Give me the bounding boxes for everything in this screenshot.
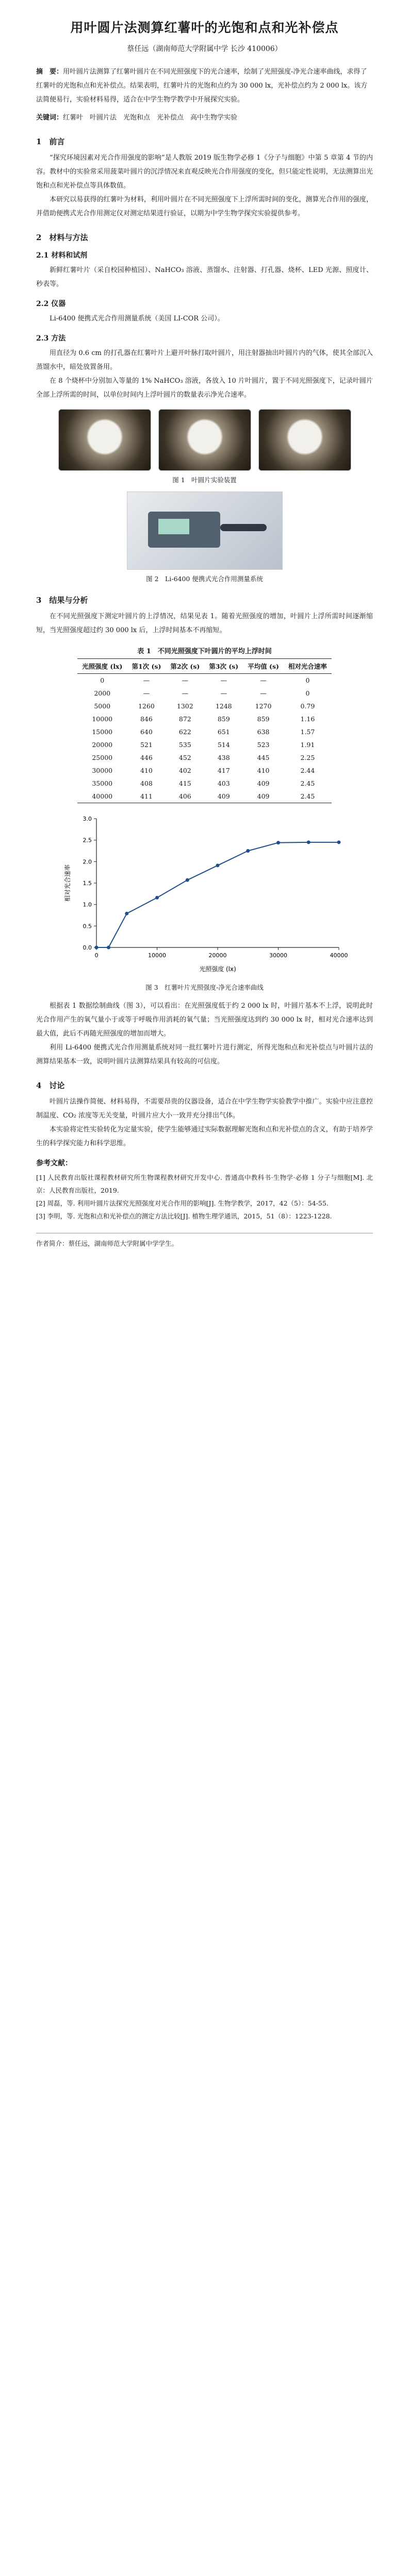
table-cell: 859	[257, 715, 270, 723]
table-cell: 2.44	[300, 767, 315, 774]
references	[36, 1158, 373, 1223]
data-point	[107, 946, 110, 950]
table-cell: 1270	[255, 702, 272, 710]
table-cell: 0	[305, 689, 310, 697]
paragraph: 本研究以易获得的红薯叶为材料，利用叶圆片在不同光照强度下上浮所需时间的变化，测算光合作用的强度，并借助便携式光合作用测定仪对测定结果进行验证，以期为中学生物学探究实验提供参考。	[36, 196, 373, 217]
y-tick-label: 1.0	[83, 901, 92, 908]
table-cell: —	[220, 676, 227, 684]
light-response-chart	[60, 808, 349, 978]
subsection-heading: 2.1 材料和试剂	[36, 251, 88, 260]
paragraph: 用直径为 0.6 cm 的打孔器在红薯叶片上避开叶脉打取叶圆片，用注射器抽出叶圆片内的气体，使其全部沉入蒸馏水中，暗处放置备用。	[36, 349, 373, 371]
abstract	[36, 65, 373, 107]
data-point	[185, 878, 189, 882]
table-cell: 409	[257, 792, 270, 800]
reference-item: [1] 人民教育出版社课程教材研究所生物课程教材研究开发中心. 普通高中教科书·生物学·必修 1 分子与细胞[M]. 北京：人民教育出版社，2019.	[36, 1174, 373, 1194]
table-cell: 846	[140, 715, 153, 723]
section-3-heading: 3 结果与分析	[36, 596, 88, 605]
data-point	[216, 863, 219, 867]
keywords-label: 关键词：	[36, 114, 63, 122]
paper-title: 用叶圆片法测算红薯叶的光饱和点和光补偿点	[70, 20, 339, 35]
table-cell: 859	[217, 715, 230, 723]
table-cell: 535	[178, 741, 191, 749]
author-bio: 作者简介：蔡任远，湖南师范大学附属中学学生。	[36, 1233, 373, 1250]
paragraph: Li-6400 便携式光合作用测量系统（美国 LI-COR 公司）。	[50, 315, 224, 323]
table-cell: 1302	[176, 702, 193, 710]
section-4-heading: 4 讨论	[36, 1081, 65, 1090]
paragraph: 利用 Li-6400 便携式光合作用测量系统对同一批红薯叶片进行测定，所得光饱和点和光补偿点与叶圆片法的测算结果基本一致，说明叶圆片法测算结果具有较高的可信度。	[36, 1044, 373, 1065]
table-cell: —	[260, 676, 267, 684]
paragraph: 根据表 1 数据绘制曲线（图 3），可以看出：在光照强度低于约 2 000 lx 时，叶圆片基本不上浮，说明此时光合作用产生的氧气量小于或等于呼吸作用消耗的氧气量；当光照强度达到约 30 000 lx 时，相对光合速率达到最大值，此后不再随光照强度的增加而增大。	[36, 1002, 373, 1038]
table-header: 平均值 (s)	[248, 663, 279, 670]
x-tick-label: 40000	[330, 952, 348, 959]
results-table	[77, 658, 332, 803]
paragraph: “探究环境因素对光合作用强度的影响”是人教版 2019 版生物学必修 1《分子与细胞》中第 5 章第 4 节的内容。教材中的实验常采用菠菜叶圆片的沉浮情况来直观反映光合作用强度的变化，但只能定性说明，无法测算出光饱和点和光补偿点等具体数值。	[36, 154, 373, 190]
table-cell: 408	[140, 779, 153, 787]
paragraph: 在不同光照强度下测定叶圆片的上浮情况，结果见表 1。随着光照强度的增加，叶圆片上浮所需时间逐渐缩短，当光照强度超过约 30 000 lx 后，上浮时间基本不再缩短。	[36, 613, 373, 634]
paragraph: 本实验将定性实验转化为定量实验，使学生能够通过实际数据理解光饱和点和光补偿点的含义，有助于培养学生的科学探究能力和科学思维。	[36, 1126, 373, 1147]
table-cell: —	[220, 689, 227, 697]
y-tick-label: 0.0	[83, 944, 92, 951]
y-tick-label: 2.0	[83, 858, 92, 866]
y-tick-label: 0.5	[83, 923, 92, 930]
table-row	[77, 764, 332, 777]
table-row	[77, 725, 332, 738]
y-axis-label: 相对光合速率	[63, 864, 71, 902]
data-point	[94, 946, 98, 950]
reference-item: [3] 李明，等. 光饱和点和光补偿点的测定方法比较[J]. 植物生理学通讯，2015，51（8）：1223-1228.	[36, 1212, 332, 1220]
table-row	[77, 738, 332, 751]
reference-item: [2] 周磊，等. 利用叶圆片法探究光照强度对光合作用的影响[J]. 生物学教学，2017，42（5）：54-55.	[36, 1199, 329, 1207]
table-header: 第3次 (s)	[209, 663, 239, 670]
device-screen	[158, 519, 189, 534]
table-cell: 5000	[94, 702, 111, 710]
series-line	[96, 842, 339, 947]
keywords-text: 红薯叶 叶圆片法 光饱和点 光补偿点 高中生物学实验	[63, 114, 238, 122]
x-axis-label: 光照强度 (lx)	[199, 965, 236, 973]
table-cell: 2000	[94, 689, 111, 697]
section-2-heading: 2 材料与方法	[36, 233, 88, 242]
table-cell: 514	[217, 741, 230, 749]
x-tick-label: 10000	[148, 952, 166, 959]
table-header-row	[77, 659, 332, 674]
beaker-photo	[258, 409, 351, 471]
table-cell: 1.16	[300, 715, 315, 723]
table-title: 表 1 不同光照强度下叶圆片的平均上浮时间	[137, 648, 272, 655]
table-header: 光照强度 (lx)	[82, 663, 123, 670]
table-row	[77, 713, 332, 725]
table-cell: 1260	[138, 702, 155, 710]
device-leaf-chamber	[220, 524, 267, 531]
table-cell: —	[143, 676, 150, 684]
table-cell: 638	[257, 728, 270, 736]
data-point	[337, 840, 340, 844]
figure-1-caption: 图 1 叶圆片实验装置	[172, 476, 237, 484]
table-cell: 30000	[92, 767, 113, 774]
section-1-heading: 1 前言	[36, 137, 65, 146]
table-cell: 452	[178, 754, 191, 761]
y-tick-label: 1.5	[83, 880, 92, 887]
table-cell: 40000	[92, 792, 113, 800]
li6400-device-photo	[127, 492, 283, 570]
figure-2-caption: 图 2 Li-6400 便携式光合作用测量系统	[146, 575, 263, 583]
table-cell: 521	[140, 741, 153, 749]
table-cell: 438	[217, 754, 230, 761]
x-tick-label: 20000	[208, 952, 226, 959]
chart-title: 图 3 红薯叶片光照强度-净光合速率曲线	[145, 984, 264, 991]
table-row	[77, 790, 332, 803]
table-cell: 15000	[92, 728, 113, 736]
table-row	[77, 700, 332, 713]
paragraph: 叶圆片法操作简便、材料易得，不需要昂贵的仪器设备，适合在中学生物学实验教学中推广。实验中应注意控制温度、CO₂ 浓度等无关变量，叶圆片应大小一致并充分排出气体。	[36, 1098, 373, 1120]
table-header: 相对光合速率	[288, 663, 327, 670]
table-row	[77, 777, 332, 790]
table-cell: —	[182, 689, 189, 697]
table-cell: 1248	[215, 702, 232, 710]
table-cell: 406	[178, 792, 191, 800]
beaker-photo	[158, 409, 251, 471]
table-cell: 1.57	[300, 728, 315, 736]
data-point	[125, 912, 128, 916]
abstract-label: 摘 要：	[36, 68, 63, 76]
table-cell: 872	[178, 715, 191, 723]
table-cell: 446	[140, 754, 153, 761]
y-tick-label: 3.0	[83, 816, 92, 822]
subsection-heading: 2.2 仪器	[36, 300, 66, 308]
table-cell: 417	[217, 767, 230, 774]
table-cell: 0.79	[300, 702, 315, 710]
keywords	[36, 111, 373, 125]
data-point	[306, 840, 310, 844]
x-tick-label: 0	[94, 952, 98, 959]
data-point	[246, 849, 250, 853]
data-point	[155, 896, 159, 900]
table-row	[77, 751, 332, 764]
table-cell: 25000	[92, 754, 113, 761]
table-cell: 20000	[92, 741, 113, 749]
table-cell: 411	[140, 792, 153, 800]
table-cell: 2.45	[300, 779, 315, 787]
data-point	[276, 841, 280, 844]
y-tick-label: 2.5	[83, 837, 92, 844]
table-cell: 2.25	[300, 754, 315, 761]
author-line: 蔡任远（湖南师范大学附属中学 长沙 410006）	[127, 45, 282, 53]
table-cell: 445	[257, 754, 270, 761]
references-heading: 参考文献：	[36, 1159, 72, 1167]
table-row	[77, 687, 332, 700]
subsection-heading: 2.3 方法	[36, 334, 66, 343]
table-cell: 2.45	[300, 792, 315, 800]
x-tick-label: 30000	[269, 952, 287, 959]
paragraph: 在 8 个烧杯中分别加入等量的 1% NaHCO₃ 溶液，各放入 10 片叶圆片，置于不同光照强度下，记录叶圆片全部上浮所需的时间，以单位时间内上浮叶圆片的数量表示净光合速率。	[36, 377, 373, 399]
table-cell: —	[260, 689, 267, 697]
table-cell: 10000	[92, 715, 113, 723]
table-cell: 651	[217, 728, 230, 736]
table-cell: 403	[217, 779, 230, 787]
table-cell: 402	[178, 767, 191, 774]
paragraph: 新鲜红薯叶片（采自校园种植园）、NaHCO₃ 溶液、蒸馏水、注射器、打孔器、烧杯、LED 光源、照度计、秒表等。	[36, 266, 373, 288]
abstract-text: 用叶圆片法测算了红薯叶圆片在不同光照强度下的光合速率，绘制了光照强度-净光合速率曲线，求得了红薯叶的光饱和点和光补偿点。结果表明，红薯叶片的光饱和点约为 30 000 lx，光补偿点约为 2 000 lx。该方法简便易行，实验材料易得，适合在中学生物学教学中开展探究实验。	[36, 68, 368, 104]
table-cell: 0	[305, 676, 310, 684]
table-cell: 415	[178, 779, 191, 787]
table-cell: —	[143, 689, 150, 697]
table-cell: 1.91	[300, 741, 315, 749]
table-header: 第2次 (s)	[170, 663, 200, 670]
table-cell: 35000	[92, 779, 113, 787]
table-cell: 523	[257, 741, 270, 749]
table-cell: 410	[257, 767, 270, 774]
table-cell: 409	[257, 779, 270, 787]
figure-1-photos	[36, 409, 373, 471]
table-cell: 410	[140, 767, 153, 774]
table-row	[77, 674, 332, 687]
table-cell: 640	[140, 728, 153, 736]
table-cell: 409	[217, 792, 230, 800]
table-cell: 622	[178, 728, 191, 736]
beaker-photo	[58, 409, 151, 471]
table-cell: 0	[100, 676, 105, 684]
table-cell: —	[182, 676, 189, 684]
table-header: 第1次 (s)	[132, 663, 161, 670]
